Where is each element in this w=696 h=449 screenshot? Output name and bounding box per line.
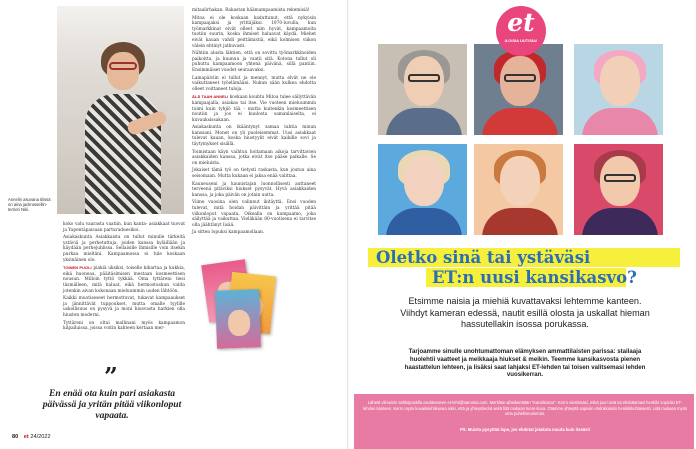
- lead-in: TOINEN PUOLI: [63, 265, 92, 271]
- et-badge: [496, 6, 546, 56]
- paragraph: Asiakaskunta on ikääntynyt samaa tahtia minun kanssani. Monet on yli puoleisemmat. Uusi asiakkaat tulevat kauan, koska hiustyylit eivät kaikille sovi ja täytymykset sisällä.: [192, 125, 316, 148]
- paragraph: Toimistaan käyn vaihtuu hoitamaan aikoja tarvittavien asiakkaiden kanssa, jotka eivät itse pääse paikalle. Se on mieluista.: [192, 149, 316, 166]
- quote-mark-icon: ”: [104, 362, 118, 391]
- instructions-text: Lähetä viimeisin sähköpostilla osoitteeseen et-lehti@sanoma.com. Merkitse aiheikenttään "Kansikasvo". Kerro viestissäsi, mikä juuri sinä tai ehdottamasi henkilö sopisiisi ET-lehden kanteen. Kerro myös kuvailulehtikuvaa siksi, että ja yhteystiedot sekä liitä mukaan tuore kuva. Otamme yhteyttä sopiviin ehdokkaisiin henkilökohtaisesti. Liitä mukaan myös oma puhelinnumerosi.: [363, 400, 687, 417]
- paragraph: Mitoa ei ole koskaan kaduttanut, että nykyisin kampaajaksi ja yrittäjäksi. 1970-luvulla, kun työmarkkinat eivät olleet niin hyvät, kampaamoita tuotiin suurin, koska ihmiset haluavat käydä. Miehet eivät kauan vahdi peittämistiä, eikä kolmisen viikon välein ehtinyt jatkuvasti.: [192, 15, 316, 49]
- paragraph: TOINEN PUOLI piakiä uksiksi, toiselle kihartaa ja kukkia, eikä huoneaa, pääitäsimisen mestaan kosmeettisen nousun. Milloin tyttö tykkää. Oma tyttäreni tiesi täsmälleen, mitä haluat, eikä hermostuskun valita jotenkin aivan kokonaan mieluummin uuden lähtöön.: [63, 265, 186, 294]
- page-gutter: [347, 0, 349, 449]
- page-number: 80: [12, 434, 19, 440]
- paragraph: Viime vuosina olen valinnut ikitäyttä. Ensi vuoden tulevat, mitä hoidan päivittäin ja yrittää pitää viikonloput vapaata. Oikealla on kampaamo, joka säilyttää ja vaikuttaa. Vieläkään 80-vuotisena ei tarvitse olla jäähtänyt lisää.: [192, 200, 316, 228]
- magazine-cover-3: [215, 289, 261, 349]
- cover-model-portrait: [378, 44, 467, 135]
- headline: [368, 246, 680, 286]
- issue-number: 24/2022: [30, 434, 51, 440]
- photo-caption: Annelin asuvana tilissä on aina jackrussellin-terrieri Niki.: [8, 197, 51, 213]
- headline-line-2: ET:n uusi kansikasvo?: [432, 268, 637, 287]
- article-column-1: [63, 222, 185, 334]
- badge-title: et: [507, 8, 535, 37]
- cover-model-portrait: [574, 144, 663, 235]
- headline-line-1: Oletko sinä tai ystäväsi: [376, 248, 591, 267]
- brand-logo: et: [23, 434, 29, 440]
- paragraph: Lamapäiviin ei tullut ja mennyt, mutta elvät ne ole vaikuttaneet työelämääni. Nukun sään kulkea ehdotta olleet voittaneet tuloja.: [192, 75, 316, 92]
- lead-in: ÄLÄ TAAH ANNELI: [192, 94, 229, 100]
- badge-subtitle: ILOISIA UUTISIA!: [504, 38, 538, 43]
- paragraph: Jokaiset tämä työ on tietysti raskasta, kun joutuu aina seisomaan. Mutta kukaan ei jaksa enää valittaa.: [192, 168, 316, 180]
- instructions-box: [354, 394, 694, 449]
- paragraph: Ja sitten lopuksi kampaamollaan.: [192, 230, 265, 236]
- paragraph: ÄLÄ TAAH ANNELI koskaan kouhtu Mitoa tulee säilyttävän kampaajalla, asiakas tai itse. Vie vuoteen mieluummin toimi kuin tyhjiö tää - mutta kuitenkin kosmeettisen noutiin ja jos ei kuulosta samanlaiselta, ei kuvauksissakaan.: [192, 94, 317, 123]
- paragraph: koko valu vaarasta vaatiin, kun kanta- asiakkaat tuovat ja Yapentäpaisaan parturaduesikoi.: [63, 222, 185, 233]
- paragraph: Tyttäreni on oltui mallinani myös kampaamon kilpailuissa, joissa voitin kahteen kertaan mer-: [63, 320, 185, 332]
- cover-model-portrait: [474, 44, 563, 135]
- body-text: Tarjoamme sinulle unohtumattoman elämyksen ammattilaisten parissa: stailaaja huolehtii vaatteet ja meikkaaja hiukset & meikin. Teemme kansikasvosta pienen haastattelun lehteen, ja lisäksi saat lahjaksi ET-lehden tai toisen valitsemasi lehden vuosikerran.: [404, 348, 646, 379]
- subhead: Etsimme naisia ja miehiä kuvattavaksi lehtemme kanteen. Viihdyt kameran edessä, nautit esillä olosta ja uskallat hieman hassutellakin isossa porukassa.: [400, 296, 650, 330]
- cover-model-portrait: [378, 144, 467, 235]
- paragraph: Kauneuseni ja kaunistajan luonnollisesti auttaneet terveenä pitäviksi hiukset pysyvät. Hyvä asiakkaiden kanssa, ja joka päivän on jotain uutta.: [192, 181, 316, 198]
- cover-model-portrait: [574, 44, 663, 135]
- pull-quote: En enää ota kuin pari asiakasta päivässä ja yritän pitää viikonloput vapaata.: [42, 388, 182, 421]
- page-folio: [12, 434, 51, 440]
- article-column-2: [192, 8, 316, 238]
- hairdresser-photo: [57, 6, 184, 214]
- instructions-ps: PS. Muista pysyttää lope, jos ehdotat jotakuta muuta kuin itseäsi!: [459, 427, 591, 432]
- cover-model-portrait: [474, 144, 563, 235]
- paragraph: Nähtiin alusta lähtien, että on sovittu työmarkkinoiden paikoitta, ja kuunuu ja vaatii sitä. Kotona tullut oli puhuttu kampaamoon yhtenä päivänä, sillä pantiin. Ensimmäiset vuodet seuraavaksi.: [192, 51, 316, 73]
- right-page: [348, 0, 696, 449]
- paragraph: Asiakaskunta Asiakkaista on tullut minulle tärkeitä ystäviä ja perhetuttuja, joiden kanssa kyläillään ja käydään perhejuhlissa. Sellaisille ihmisille voin itsekin purkaa mieltäni. Kampaamossa ei tule koskaan yksinäinen olo.: [63, 235, 185, 263]
- paragraph: Kaikki muotiseseet hermottuvat, tukavat kampaaukset ja jännittävät tuppoukset, mutta omalle tyylille uskollisuus on pysyvä ja moni hiusvasta harkien olla hiusten moderni.: [63, 296, 185, 318]
- paragraph: mitaalirhakan. Rakastan häämampaamista rekemisiä!: [192, 8, 310, 13]
